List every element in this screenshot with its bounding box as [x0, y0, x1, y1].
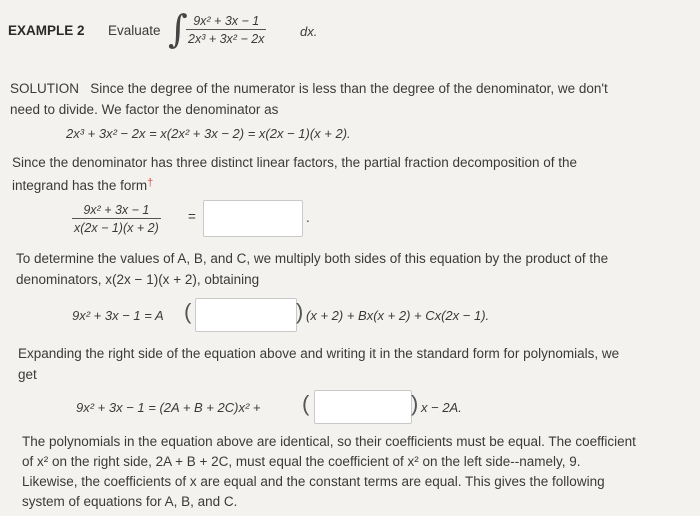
mult-equation-left: 9x² + 3x − 1 = A: [72, 308, 164, 323]
mult-open-paren: (: [184, 299, 192, 324]
expand-line-2: get: [18, 367, 37, 382]
integrand-numerator: 9x² + 3x − 1: [193, 14, 260, 28]
mult-close-paren: ): [296, 299, 304, 324]
pf-equals: =: [188, 209, 196, 224]
final-line-2: of x² on the right side, 2A + B + 2C, must equal the coefficient of x² on the left side--namely, 9.: [22, 454, 581, 469]
expand-open-paren: (: [302, 391, 310, 416]
mult-answer-input[interactable]: [195, 298, 297, 332]
pf-line-2: integrand has the form: [12, 178, 148, 193]
expand-answer-input[interactable]: [314, 390, 412, 424]
expand-equation-right: x − 2A.: [421, 400, 462, 415]
partial-fraction-answer-input[interactable]: [203, 200, 303, 237]
determine-line-2: denominators, x(2x − 1)(x + 2), obtaining: [16, 272, 260, 287]
final-paragraph: [22, 432, 636, 512]
expand-close-paren: ): [411, 391, 419, 416]
final-line-1: The polynomials in the equation above are identical, so their coefficients must be equal. The coefficient: [22, 434, 636, 449]
determine-paragraph: [16, 248, 608, 290]
example-label: EXAMPLE 2: [8, 23, 85, 38]
pf-fraction: [72, 203, 161, 235]
expand-paragraph: [18, 343, 619, 385]
solution-paragraph: [10, 78, 608, 120]
pf-line-1: Since the denominator has three distinct linear factors, the partial fraction decomposition of the: [12, 155, 578, 170]
integral-symbol: ∫: [168, 7, 188, 51]
final-line-4: system of equations for A, B, and C.: [22, 494, 238, 509]
footnote-dagger[interactable]: †: [147, 177, 154, 189]
integrand-denominator: 2x³ + 3x² − 2x: [186, 29, 266, 46]
determine-line-1: To determine the values of A, B, and C, we multiply both sides of this equation by the product of the: [16, 251, 609, 266]
expand-line-1: Expanding the right side of the equation above and writing it in the standard form for polynomials, we: [18, 346, 620, 361]
dx-text: dx.: [300, 24, 318, 39]
evaluate-word: Evaluate: [108, 23, 161, 38]
expand-equation-left: 9x² + 3x − 1 = (2A + B + 2C)x² +: [76, 400, 261, 415]
pf-denominator: x(2x − 1)(x + 2): [72, 218, 161, 235]
mult-equation-right: (x + 2) + Bx(x + 2) + Cx(2x − 1).: [306, 308, 490, 323]
partial-fraction-paragraph: [12, 152, 577, 196]
solution-line-1: Since the degree of the numerator is less than the degree of the denominator, we don't: [90, 81, 608, 96]
pf-period: .: [306, 210, 310, 225]
factor-equation: 2x³ + 3x² − 2x = x(2x² + 3x − 2) = x(2x − 1)(x + 2).: [66, 126, 351, 141]
pf-numerator: 9x² + 3x − 1: [83, 203, 150, 217]
solution-line-2: need to divide. We factor the denominator as: [10, 102, 279, 117]
solution-label: SOLUTION: [10, 81, 80, 96]
final-line-3: Likewise, the coefficients of x are equal and the constant terms are equal. This gives the following: [22, 474, 605, 489]
integrand-fraction: [186, 14, 266, 46]
